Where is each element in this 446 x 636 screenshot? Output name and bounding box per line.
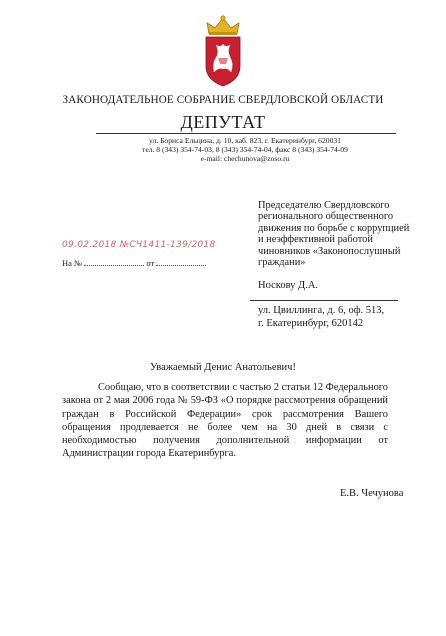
document-title: ДЕПУТАТ — [180, 112, 266, 132]
recipient-street: ул. Цвиллинга, д. 6, оф. 513, — [258, 305, 385, 316]
letter-body: Сообщаю, что в соответствии с частью 2 статьи 12 Федерального закона от 2 мая 2006 года № 59-ФЗ «О порядке рассмотрения обращений граждан в Российской Федерации» срок рассмотрения Вашего обращения продлевается не более чем на 30 дней в связи с необходимостью получения дополнительной информации от Администрации города Екатеринбурга. — [62, 382, 388, 460]
contact-email: e-mail: chechunova@zoso.ru — [200, 154, 290, 164]
recipient-address — [258, 305, 384, 330]
address-divider — [250, 300, 398, 301]
signature-name: Е.В. Чечунова — [340, 488, 404, 499]
addressee-line: Председателю Свердловского — [258, 200, 390, 211]
registration-date-blank — [156, 257, 206, 266]
addressee-line: регионального общественного — [258, 211, 394, 223]
recipient-city: г. Екатеринбург, 620142 — [258, 317, 364, 329]
organization-name: ЗАКОНОДАТЕЛЬНОЕ СОБРАНИЕ СВЕРДЛОВСКОЙ ОБЛАСТИ — [62, 94, 384, 106]
contact-phones: тел. 8 (343) 354-74-03, 8 (343) 354-74-04, факс 8 (343) 354-74-09 — [142, 145, 348, 155]
header-divider — [96, 133, 396, 134]
addressee-line: граждани» — [258, 257, 306, 269]
recipient-name: Носкову Д.А. — [258, 280, 319, 291]
addressee-block — [258, 200, 436, 268]
registration-handwritten: 09.02.2018 №СЧ1411-139/2018 — [62, 240, 216, 250]
addressee-line: движения по борьбе с коррупцией — [258, 222, 410, 234]
registration-from-label: от — [146, 258, 155, 268]
registration-row — [62, 257, 206, 268]
addressee-line: чиновников «Законопослушный — [258, 245, 401, 257]
registration-no-label: На № — [62, 258, 83, 268]
addressee-line: и неэффективной работой — [258, 234, 373, 246]
salutation: Уважаемый Денис Анатольевич! — [150, 362, 296, 373]
contact-address: ул. Бориса Ельцина, д. 10, каб. 823, г. Екатеринбург, 620031 — [149, 136, 341, 145]
coat-of-arms-icon — [200, 14, 246, 88]
contact-block — [120, 136, 370, 164]
registration-no-blank — [84, 257, 144, 266]
